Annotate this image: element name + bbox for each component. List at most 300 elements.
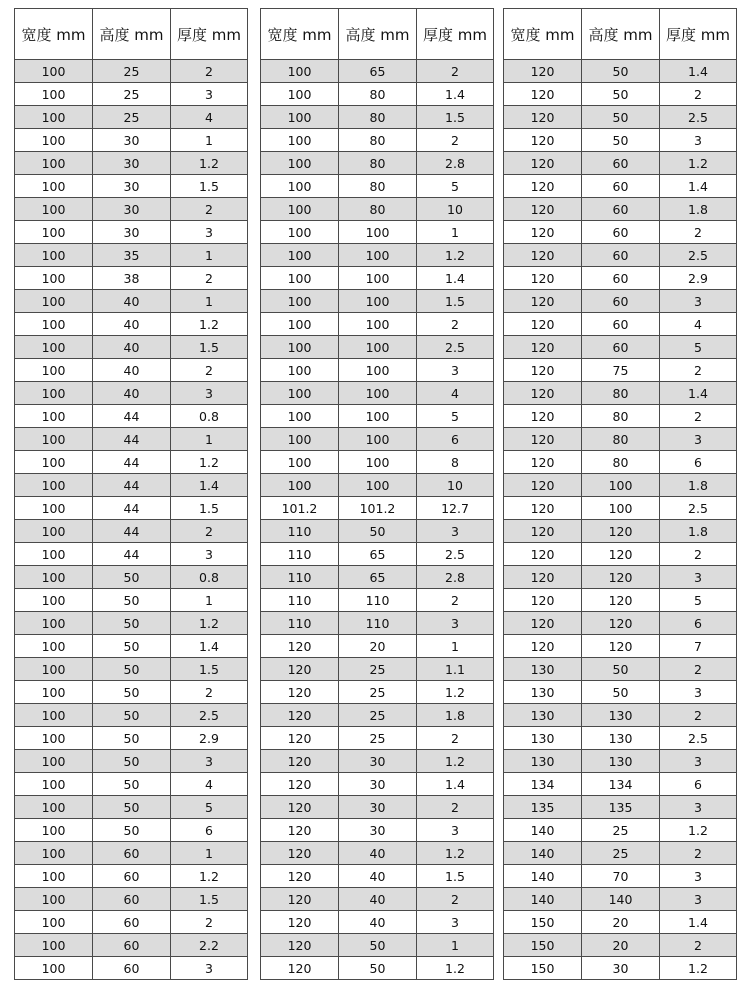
cell-height: 65 [339,566,417,589]
cell-thickness: 2 [660,221,737,244]
cell-height: 25 [93,60,171,83]
cell-width: 120 [261,658,339,681]
cell-thickness: 1.2 [417,842,494,865]
cell-thickness: 1.5 [417,290,494,313]
table-row [261,681,494,704]
cell-thickness: 3 [660,888,737,911]
cell-width: 110 [261,566,339,589]
cell-height: 50 [93,612,171,635]
cell-thickness: 2 [171,267,248,290]
cell-width: 100 [15,612,93,635]
cell-thickness: 1.5 [171,497,248,520]
cell-thickness: 3 [171,750,248,773]
cell-height: 50 [93,658,171,681]
cell-width: 100 [15,405,93,428]
cell-thickness: 1.4 [660,911,737,934]
cell-thickness: 3 [417,520,494,543]
cell-height: 44 [93,428,171,451]
cell-height: 50 [582,60,660,83]
table-row [15,451,248,474]
table-row [261,773,494,796]
cell-thickness: 1.2 [660,819,737,842]
table-row [15,129,248,152]
table-row [504,267,737,290]
table-row [15,60,248,83]
cell-thickness: 6 [660,451,737,474]
header-row [15,9,248,60]
cell-thickness: 1.5 [171,336,248,359]
cell-thickness: 4 [171,106,248,129]
cell-width: 120 [504,635,582,658]
cell-width: 120 [504,520,582,543]
cell-thickness: 2 [417,129,494,152]
cell-height: 30 [339,819,417,842]
cell-thickness: 3 [171,83,248,106]
cell-thickness: 2 [660,842,737,865]
cell-height: 25 [339,681,417,704]
cell-height: 100 [582,474,660,497]
cell-thickness: 1 [417,635,494,658]
cell-width: 100 [15,428,93,451]
cell-width: 100 [15,382,93,405]
cell-height: 75 [582,359,660,382]
cell-width: 100 [261,474,339,497]
header-width: 宽度 mm [15,9,93,60]
cell-thickness: 2.5 [417,336,494,359]
cell-width: 120 [504,359,582,382]
table-row [15,290,248,313]
cell-height: 60 [93,842,171,865]
cell-width: 110 [261,520,339,543]
cell-thickness: 3 [660,428,737,451]
cell-height: 130 [582,727,660,750]
table-row [504,497,737,520]
cell-height: 50 [93,635,171,658]
cell-height: 65 [339,60,417,83]
cell-thickness: 4 [171,773,248,796]
cell-height: 60 [93,911,171,934]
cell-width: 120 [504,290,582,313]
cell-thickness: 1 [171,129,248,152]
cell-thickness: 0.8 [171,405,248,428]
cell-width: 100 [15,635,93,658]
cell-height: 50 [93,773,171,796]
cell-height: 44 [93,520,171,543]
cell-width: 100 [15,796,93,819]
table-row [504,129,737,152]
table-row [261,934,494,957]
cell-height: 40 [93,359,171,382]
table-row [504,957,737,980]
table-row [15,635,248,658]
table-row [15,865,248,888]
cell-thickness: 1 [171,842,248,865]
cell-thickness: 1 [171,428,248,451]
table-row [15,727,248,750]
cell-height: 25 [93,106,171,129]
cell-height: 44 [93,497,171,520]
cell-height: 50 [93,566,171,589]
cell-thickness: 6 [171,819,248,842]
cell-thickness: 3 [660,681,737,704]
cell-width: 130 [504,658,582,681]
table-row [15,750,248,773]
cell-thickness: 1.4 [660,60,737,83]
cell-height: 100 [339,244,417,267]
cell-thickness: 2.9 [171,727,248,750]
cell-width: 100 [15,934,93,957]
cell-height: 50 [93,750,171,773]
cell-height: 25 [582,842,660,865]
cell-width: 120 [261,957,339,980]
table-row [261,221,494,244]
table-row [15,382,248,405]
spec-table-1 [14,8,248,980]
cell-height: 25 [582,819,660,842]
table-row [504,336,737,359]
table-row [261,497,494,520]
cell-thickness: 2 [660,658,737,681]
table-row [15,244,248,267]
cell-thickness: 3 [660,129,737,152]
table-row [261,957,494,980]
cell-height: 130 [582,750,660,773]
cell-width: 100 [261,290,339,313]
cell-width: 100 [261,244,339,267]
cell-height: 50 [93,819,171,842]
cell-thickness: 4 [417,382,494,405]
table-row [504,888,737,911]
cell-height: 40 [339,865,417,888]
cell-width: 130 [504,727,582,750]
table-row [261,106,494,129]
cell-height: 20 [582,911,660,934]
cell-width: 135 [504,796,582,819]
cell-thickness: 2.5 [660,106,737,129]
cell-thickness: 10 [417,198,494,221]
cell-width: 120 [504,451,582,474]
cell-height: 40 [93,336,171,359]
table-row [261,129,494,152]
cell-height: 50 [93,727,171,750]
cell-height: 50 [93,589,171,612]
cell-thickness: 1.2 [417,244,494,267]
table-row [15,773,248,796]
cell-width: 100 [261,106,339,129]
cell-width: 100 [15,543,93,566]
cell-width: 100 [15,474,93,497]
cell-thickness: 2 [660,359,737,382]
cell-thickness: 3 [660,566,737,589]
table-row [261,865,494,888]
cell-width: 100 [15,451,93,474]
cell-thickness: 3 [171,543,248,566]
cell-width: 100 [261,451,339,474]
cell-thickness: 2.8 [417,566,494,589]
table-row [15,842,248,865]
cell-height: 44 [93,451,171,474]
cell-width: 120 [504,60,582,83]
cell-thickness: 1.2 [417,957,494,980]
cell-thickness: 3 [171,957,248,980]
cell-width: 100 [15,106,93,129]
cell-height: 60 [93,957,171,980]
cell-height: 50 [582,658,660,681]
cell-width: 101.2 [261,497,339,520]
cell-width: 100 [15,658,93,681]
cell-width: 140 [504,888,582,911]
cell-height: 80 [339,175,417,198]
cell-width: 100 [15,520,93,543]
cell-thickness: 1.4 [171,635,248,658]
cell-height: 130 [582,704,660,727]
table-row [15,405,248,428]
cell-thickness: 1.8 [660,474,737,497]
cell-height: 120 [582,589,660,612]
table-row [504,313,737,336]
cell-thickness: 5 [660,589,737,612]
table-row [504,819,737,842]
cell-width: 100 [15,750,93,773]
cell-height: 100 [339,428,417,451]
table-row [504,727,737,750]
table-row [261,635,494,658]
table-row [261,451,494,474]
cell-height: 60 [582,313,660,336]
table-row [504,451,737,474]
cell-width: 120 [261,635,339,658]
cell-height: 50 [339,934,417,957]
table-row [15,198,248,221]
cell-thickness: 3 [417,911,494,934]
cell-height: 30 [339,796,417,819]
cell-height: 25 [339,727,417,750]
cell-height: 30 [93,175,171,198]
cell-width: 100 [261,313,339,336]
cell-thickness: 2.5 [171,704,248,727]
table-row [504,106,737,129]
table-row [15,359,248,382]
cell-thickness: 1.5 [171,888,248,911]
cell-thickness: 2 [660,405,737,428]
cell-width: 100 [15,888,93,911]
cell-thickness: 1 [171,589,248,612]
table-row [504,934,737,957]
cell-width: 100 [15,911,93,934]
cell-thickness: 1.2 [171,451,248,474]
cell-width: 130 [504,681,582,704]
cell-height: 30 [93,129,171,152]
cell-width: 110 [261,543,339,566]
cell-height: 25 [339,704,417,727]
cell-height: 60 [582,198,660,221]
cell-width: 100 [15,244,93,267]
cell-height: 40 [93,313,171,336]
cell-width: 100 [15,175,93,198]
cell-width: 120 [261,865,339,888]
table-row [261,244,494,267]
cell-thickness: 1.1 [417,658,494,681]
cell-height: 60 [93,888,171,911]
cell-thickness: 1.8 [660,198,737,221]
cell-height: 30 [582,957,660,980]
table-row [261,819,494,842]
cell-height: 20 [339,635,417,658]
table-row [504,198,737,221]
table-row [504,428,737,451]
cell-thickness: 2 [171,681,248,704]
cell-height: 120 [582,543,660,566]
cell-thickness: 6 [660,773,737,796]
table-row [504,474,737,497]
cell-thickness: 2 [417,888,494,911]
cell-width: 100 [15,313,93,336]
table-row [261,267,494,290]
cell-width: 100 [261,428,339,451]
cell-width: 120 [504,244,582,267]
cell-thickness: 2 [660,704,737,727]
cell-width: 110 [261,589,339,612]
table-row [15,175,248,198]
table-row [504,221,737,244]
spec-table-3 [503,8,737,980]
cell-height: 100 [339,221,417,244]
cell-height: 30 [339,773,417,796]
table-row [261,382,494,405]
cell-thickness: 2.5 [660,244,737,267]
table-row [261,727,494,750]
cell-height: 80 [582,428,660,451]
cell-thickness: 3 [660,750,737,773]
header-width: 宽度 mm [261,9,339,60]
cell-width: 120 [261,842,339,865]
cell-thickness: 1.4 [660,382,737,405]
cell-width: 100 [15,589,93,612]
header-thickness: 厚度 mm [660,9,737,60]
cell-width: 120 [504,267,582,290]
cell-height: 100 [339,451,417,474]
cell-thickness: 1.2 [171,152,248,175]
cell-width: 130 [504,704,582,727]
cell-width: 130 [504,750,582,773]
cell-width: 100 [261,221,339,244]
table-row [504,658,737,681]
table-row [504,842,737,865]
cell-thickness: 8 [417,451,494,474]
cell-width: 100 [15,198,93,221]
table-row [261,175,494,198]
cell-thickness: 2 [171,520,248,543]
table-row [15,566,248,589]
table-row [504,796,737,819]
cell-width: 150 [504,911,582,934]
cell-height: 30 [339,750,417,773]
cell-height: 60 [582,175,660,198]
cell-thickness: 2 [171,60,248,83]
table-row [261,911,494,934]
table-row [15,336,248,359]
cell-height: 101.2 [339,497,417,520]
cell-width: 120 [261,727,339,750]
cell-height: 100 [339,359,417,382]
cell-height: 134 [582,773,660,796]
cell-width: 100 [261,267,339,290]
cell-height: 100 [339,474,417,497]
cell-height: 80 [339,152,417,175]
cell-thickness: 0.8 [171,566,248,589]
table-row [261,612,494,635]
cell-thickness: 3 [660,796,737,819]
cell-thickness: 1.2 [171,313,248,336]
table-row [261,359,494,382]
table-row [504,704,737,727]
cell-thickness: 12.7 [417,497,494,520]
cell-thickness: 3 [417,612,494,635]
table-row [504,911,737,934]
cell-height: 40 [339,888,417,911]
cell-thickness: 1 [171,290,248,313]
cell-thickness: 2.9 [660,267,737,290]
table-row [504,865,737,888]
header-height: 高度 mm [339,9,417,60]
cell-width: 120 [504,474,582,497]
cell-height: 50 [339,520,417,543]
table-row [504,681,737,704]
table-row [15,106,248,129]
table-row [504,290,737,313]
cell-width: 100 [15,727,93,750]
cell-thickness: 2.2 [171,934,248,957]
table-row [504,152,737,175]
table-row [261,704,494,727]
table-row [261,152,494,175]
cell-thickness: 2 [660,83,737,106]
cell-width: 100 [15,704,93,727]
cell-thickness: 3 [417,359,494,382]
cell-thickness: 2 [660,934,737,957]
table-row [15,152,248,175]
table-row [504,60,737,83]
table-row [504,750,737,773]
cell-thickness: 5 [660,336,737,359]
cell-height: 40 [93,290,171,313]
cell-thickness: 1 [417,221,494,244]
table-row [504,773,737,796]
cell-thickness: 1.2 [660,957,737,980]
cell-width: 120 [261,796,339,819]
cell-thickness: 3 [660,290,737,313]
table-row [504,244,737,267]
table-row [504,635,737,658]
cell-height: 50 [93,704,171,727]
cell-width: 100 [261,129,339,152]
cell-width: 100 [15,290,93,313]
table-row [15,704,248,727]
table-row [15,474,248,497]
table-row [15,819,248,842]
table-row [261,888,494,911]
cell-height: 140 [582,888,660,911]
table-row [15,267,248,290]
cell-height: 80 [339,198,417,221]
cell-width: 100 [261,198,339,221]
cell-width: 100 [15,221,93,244]
table-row [261,520,494,543]
cell-height: 80 [339,106,417,129]
cell-height: 60 [93,934,171,957]
cell-height: 38 [93,267,171,290]
cell-width: 100 [15,681,93,704]
